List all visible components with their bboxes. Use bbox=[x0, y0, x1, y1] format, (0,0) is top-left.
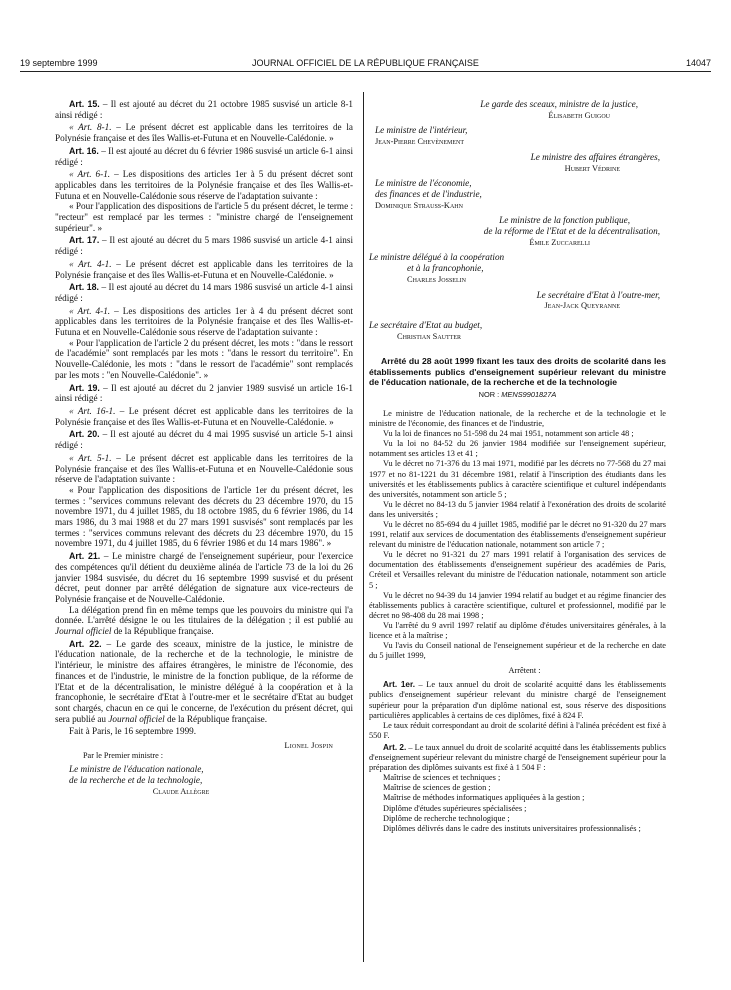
page-header bbox=[20, 58, 711, 72]
visa-item: Vu le décret no 94-39 du 14 janvier 1994 relatif au budget et au régime financier des établissements publics à caractère scientifique, culturel et professionnel, modifié par le décret no 98-408 du 28 mai 1998 ; bbox=[369, 590, 666, 620]
nor-reference: NOR : MENS9901827A bbox=[478, 390, 557, 400]
column-divider bbox=[363, 92, 364, 962]
article-21-p2: La délégation prend fin en même temps que les pouvoirs du ministre qui l'a donnée. L'arrêté désigne le ou les titulaires de la délégation ; il est publié au Journal officiel de la République française. bbox=[55, 604, 353, 637]
sig-fonction-publique: Le ministre de la fonction publique, de la réforme de l'Etat et de la décentralisation, Émile Zuccarelli bbox=[483, 215, 660, 247]
edu-title-2: de la recherche et de la technologie, bbox=[69, 775, 203, 786]
article-20: Art. 20. – Il est ajouté au décret du 4 mai 1995 susvisé un article 5-1 ainsi rédigé : bbox=[55, 429, 353, 451]
arrete-title: Arrêté du 28 août 1999 fixant les taux des droits de scolarité dans les établissements publics d'enseignement supérieur relevant du ministre de l'éducation nationale, de la recherche et de la technologie bbox=[369, 356, 666, 387]
article-17-quote: « Art. 4-1. – Le présent décret est applicable dans les territoires de la Polynésie française et des îles Wallis-et-Futuna et en Nouvelle-Calédonie. » bbox=[55, 258, 353, 280]
article-16-quote: « Art. 6-1. – Les dispositions des articles 1er à 5 du présent décret sont applicables dans les territoires de la Polynésie française et des îles Wallis-et-Futuna et en Nouvelle-Calédonie sous réserve de l'adaptation suivante : bbox=[55, 169, 353, 201]
visa-item: Vu le décret no 84-13 du 5 janvier 1984 relatif à l'exonération des droits de scolarité dans les universités ; bbox=[369, 499, 666, 519]
sig-budget: Le secrétaire d'Etat au budget, Christian Sautter bbox=[369, 319, 483, 341]
article-18-quote: « Art. 4-1. – Les dispositions des articles 1er à 4 du présent décret sont applicables dans les territoires de la Polynésie française et des îles Wallis-et-Futuna et en Nouvelle-Calédonie sous réserve de l'adaptation suivante : bbox=[55, 305, 353, 338]
article-1: Art. 1er. – Le taux annuel du droit de scolarité acquitté dans les établissements publics d'enseignement supérieur relevant du ministre chargé de l'enseignement supérieur pour la préparation d'un diplôme national est, sous réserve des dispositions particulières applicables à certains de ces diplômes, fixé à 824 F. bbox=[369, 680, 666, 720]
article-19-quote: « Art. 16-1. – Le présent décret est applicable dans les territoires de la Polynésie française et des îles Wallis-et-Futuna et en Nouvelle-Calédonie. » bbox=[55, 405, 353, 427]
sig-interieur: Le ministre de l'intérieur, Jean-Pierre Chevènement bbox=[375, 125, 468, 147]
visa-intro: Le ministre de l'éducation nationale, de la recherche et de la technologie et le ministre de l'économie, des finances et de l'industrie, bbox=[369, 408, 666, 429]
article-15: Art. 15. – Il est ajouté au décret du 21 octobre 1985 susvisé un article 8-1 ainsi rédigé : bbox=[55, 99, 354, 120]
arretent: Arrêtent : bbox=[508, 666, 541, 676]
pm-signature: Lionel Jospin bbox=[284, 740, 333, 751]
edu-title-1: Le ministre de l'éducation nationale, bbox=[69, 764, 204, 775]
list-item: Diplôme de recherche technologique ; bbox=[383, 813, 510, 823]
visa-item: Vu le décret no 91-321 du 27 mars 1991 relatif à l'organisation des services de documentation des établissements d'enseignement supérieur des académies de Paris, Créteil et Versailles relevant du ministre de l'éducation nationale, notamment son article 5 ; bbox=[369, 550, 666, 590]
list-item: Maîtrise de sciences et techniques ; bbox=[383, 773, 501, 783]
article-19: Art. 19. – Il est ajouté au décret du 2 janvier 1989 susvisé un article 16-1 ainsi rédigé : bbox=[55, 382, 353, 404]
header-rule bbox=[20, 71, 711, 72]
header-date: 19 septembre 1999 bbox=[20, 58, 98, 68]
sig-outre-mer: Le secrétaire d'Etat à l'outre-mer, Jean-Jack Queyranne bbox=[536, 289, 660, 311]
header-title: JOURNAL OFFICIEL DE LA RÉPUBLIQUE FRANÇAISE bbox=[252, 58, 479, 68]
list-item: Maîtrise de méthodes informatiques appliquées à la gestion ; bbox=[383, 793, 585, 803]
sig-economie: Le ministre de l'économie, des finances et de l'industrie, Dominique Strauss-Kahn bbox=[375, 178, 482, 210]
right-column bbox=[369, 99, 666, 834]
visa-item: Vu le décret no 85-694 du 4 juillet 1985, modifié par le décret no 91-320 du 27 mars 1991, relatif aux services de documentation des établissements d'enseignement supérieur relevant du ministre de l'éducation nationale, notamment son article 7 ; bbox=[369, 519, 666, 550]
fait-a-paris: Fait à Paris, le 16 septembre 1999. bbox=[69, 726, 197, 737]
article-1-p2: Le taux réduit correspondant au droit de scolarité défini à l'alinéa précédent est fixé à 550 F. bbox=[369, 720, 666, 740]
article-20-quote-2: « Pour l'application des dispositions de l'article 1er du présent décret, les termes : "services communs relevant des décrets du 23 décembre 1970, du 15 novembre 1971, du 4 juillet 1985, du 18 octobre 1985, du 6 février 1986, du 14 mars 1986, du 3 mai 1988 et du 27 mars 1991 susvisés" sont remplacés par les termes : "services communs relevant des décrets du 23 décembre 1970, du 15 novembre 1971, du 4 juillet 1985, du 6 février 1986 et du 14 mars 1986". » bbox=[55, 484, 353, 549]
article-21: Art. 21. – Le ministre chargé de l'enseignement supérieur, pour l'exercice des compétences qu'il détient du deuxième alinéa de l'article 73 de la loi du 26 janvier 1984 susvisée, du décret du 16 septembre 1999 susvisé et du présent décret, peut donner par arrêté délégation de signature aux vice-recteurs de Polynésie française et de Nouvelle-Calédonie. bbox=[55, 551, 353, 604]
article-18: Art. 18. – Il est ajouté au décret du 14 mars 1986 susvisé un article 4-1 ainsi rédigé : bbox=[55, 282, 353, 303]
list-item: Maîtrise de sciences de gestion ; bbox=[383, 783, 491, 793]
visa-item: Vu la loi de finances no 51-598 du 24 mai 1951, notamment son article 48 ; bbox=[383, 429, 634, 439]
visas bbox=[369, 409, 666, 834]
article-22: Art. 22. – Le garde des sceaux, ministre de la justice, le ministre de l'éducation nationale, de la recherche et de la technologie, le ministre de l'intérieur, le ministre des affaires étrangères, le ministre de l'économie, des finances et de l'industrie, le ministre de la fonction publique, de la réforme de l'Etat et de la décentralisation, le ministre délégué à la coopération et à la francophonie, le secrétaire d'Etat à l'outre-mer et le secrétaire d'Etat au budget sont chargés, chacun en ce qui le concerne, de l'exécution du présent décret, qui sera publié au Journal officiel de la République française. bbox=[55, 638, 353, 724]
edu-signature: Claude Allègre bbox=[152, 786, 210, 796]
sig-cooperation: Le ministre délégué à la coopération et à la francophonie, Charles Josselin bbox=[369, 252, 505, 284]
list-item: Diplôme d'études supérieures spécialisées ; bbox=[383, 803, 527, 813]
diploma-list bbox=[369, 773, 666, 834]
article-16: Art. 16. – Il est ajouté au décret du 6 février 1986 susvisé un article 6-1 ainsi rédigé : bbox=[55, 145, 353, 167]
article-17: Art. 17. – Il est ajouté au décret du 5 mars 1986 susvisé un article 4-1 ainsi rédigé : bbox=[55, 235, 353, 257]
sig-justice: Le garde des sceaux, ministre de la justice, Élisabeth Guigou bbox=[480, 99, 638, 120]
article-15-quote: « Art. 8-1. – Le présent décret est applicable dans les territoires de la Polynésie française et des îles Wallis-et-Futuna et en Nouvelle-Calédonie. » bbox=[55, 122, 353, 144]
visa-item: Vu le décret no 71-376 du 13 mai 1971, modifié par les décrets no 77-568 du 27 mai 1977 et no 81-1221 du 31 décembre 1981, relatif à l'inscription des étudiants dans les universités et les établissements publics à caractère scientifique et culturel indépendants des universités, notamment son article 5 ; bbox=[369, 459, 666, 499]
article-20-quote: « Art. 5-1. – Le présent décret est applicable dans les territoires de la Polynésie française et des îles Wallis-et-Futuna et en Nouvelle-Calédonie sous réserve de l'adaptation suivante : bbox=[55, 452, 353, 485]
page-number: 14047 bbox=[685, 58, 711, 68]
list-item: Diplômes délivrés dans le cadre des instituts universitaires professionnalisés ; bbox=[383, 823, 641, 833]
visa-item: Vu l'arrêté du 9 avril 1997 relatif au diplôme d'études universitaires générales, à la licence et à la maîtrise ; bbox=[369, 620, 666, 641]
visa-item: Vu l'avis du Conseil national de l'enseignement supérieur et de la recherche en date du 5 juillet 1999, bbox=[369, 641, 666, 661]
article-18-quote-2: « Pour l'application de l'article 2 du présent décret, les mots : "dans le ressort de l'académie" sont remplacés par les mots : "dans le ressort du territoire". En Nouvelle-Calédonie, les mots : "dans le ressort de l'académie" sont remplacés par les mots : "en Nouvelle-Calédonie". » bbox=[55, 337, 353, 380]
sig-affaires-etrangeres: Le ministre des affaires étrangères, Hubert Védrine bbox=[530, 151, 660, 173]
article-2: Art. 2. – Le taux annuel du droit de scolarité acquitté dans les établissements publics d'enseignement supérieur relevant du ministre chargé de l'enseignement supérieur pour la préparation des diplômes suivants est fixé à 1 504 F : bbox=[369, 742, 666, 773]
visa-item: Vu la loi no 84-52 du 26 janvier 1984 modifiée sur l'enseignement supérieur, notamment ses articles 13 et 41 ; bbox=[369, 439, 666, 459]
left-column bbox=[55, 99, 353, 798]
par-premier-ministre: Par le Premier ministre : bbox=[83, 750, 164, 760]
article-16-quote-2: « Pour l'application des dispositions de l'article 5 du présent décret, le terme : "recteur" est remplacé par les termes : "ministre chargé de l'enseignement supérieur". » bbox=[55, 201, 353, 233]
